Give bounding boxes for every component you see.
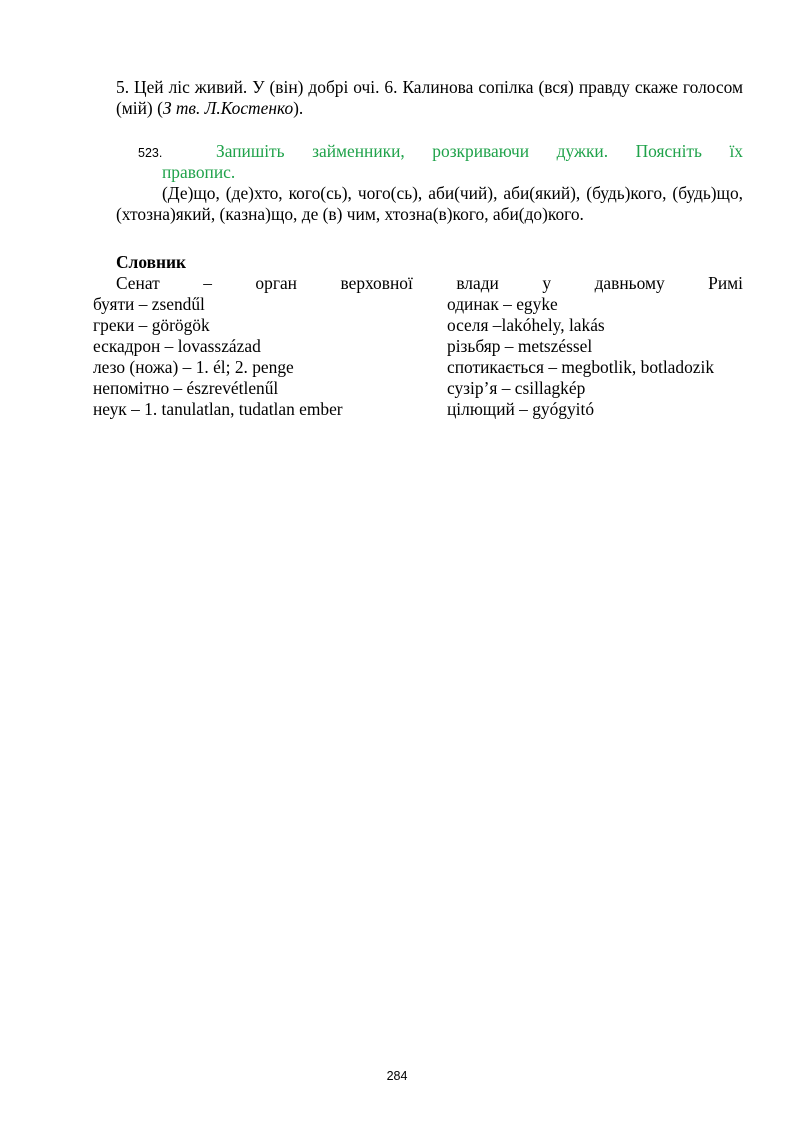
dictionary-column-right — [447, 294, 757, 420]
dictionary-entry: неук – 1. tanulatlan, tudatlan ember — [93, 399, 343, 419]
dictionary-entry: спотикається – megbotlik, botladozik — [447, 357, 715, 377]
dictionary-column-left — [93, 294, 423, 420]
exercise-number: 523. — [138, 146, 163, 160]
dictionary-entry: буяти – zsendűl — [93, 294, 205, 314]
exercise-task: Запишіть займенники, розкриваючи дужки. Поясніть їх — [216, 141, 743, 161]
exercise-task-continued: правопис. — [162, 162, 236, 182]
paragraph-text-end: ). — [293, 98, 304, 118]
dictionary-title: Словник — [116, 252, 187, 272]
dictionary-entry: непомітно – észrevétlenűl — [93, 378, 279, 398]
dictionary-entry: сузір’я – csillagkép — [447, 378, 586, 398]
exercise-body: (Де)що, (де)хто, кого(сь), чого(сь), аби(чий), аби(який), (будь)кого, (будь)що, (хтозна)який, (казна)що, де (в) чим, хтозна(в)кого, аби(до)кого. — [116, 183, 743, 224]
dictionary-entry: ескадрон – lovasszázad — [93, 336, 261, 356]
dictionary-entry-senat: Сенат – орган верховної влади у давньому Римі — [116, 273, 743, 293]
exercise-header — [138, 141, 743, 162]
dictionary-entry: різьбяр – metszéssel — [447, 336, 593, 356]
paragraph-text: 5. Цей ліс живий. У (він) добрі очі. 6. Калинова сопілка (вся) правду скаже голосом (мій) ( — [116, 77, 743, 118]
exercise-block — [138, 141, 743, 183]
source-attribution: З тв. Л.Костенко — [162, 98, 294, 118]
dictionary-entry: греки – görögök — [93, 315, 210, 335]
dictionary-entry: одинак – egyke — [447, 294, 558, 314]
page-number: 284 — [386, 1069, 408, 1083]
dictionary-entry: лезо (ножа) – 1. él; 2. penge — [93, 357, 294, 377]
dictionary-entry: цілющий – gyógyitó — [447, 399, 595, 419]
paragraph-quote — [116, 77, 743, 119]
dictionary-entry: оселя –lakóhely, lakás — [447, 315, 605, 335]
